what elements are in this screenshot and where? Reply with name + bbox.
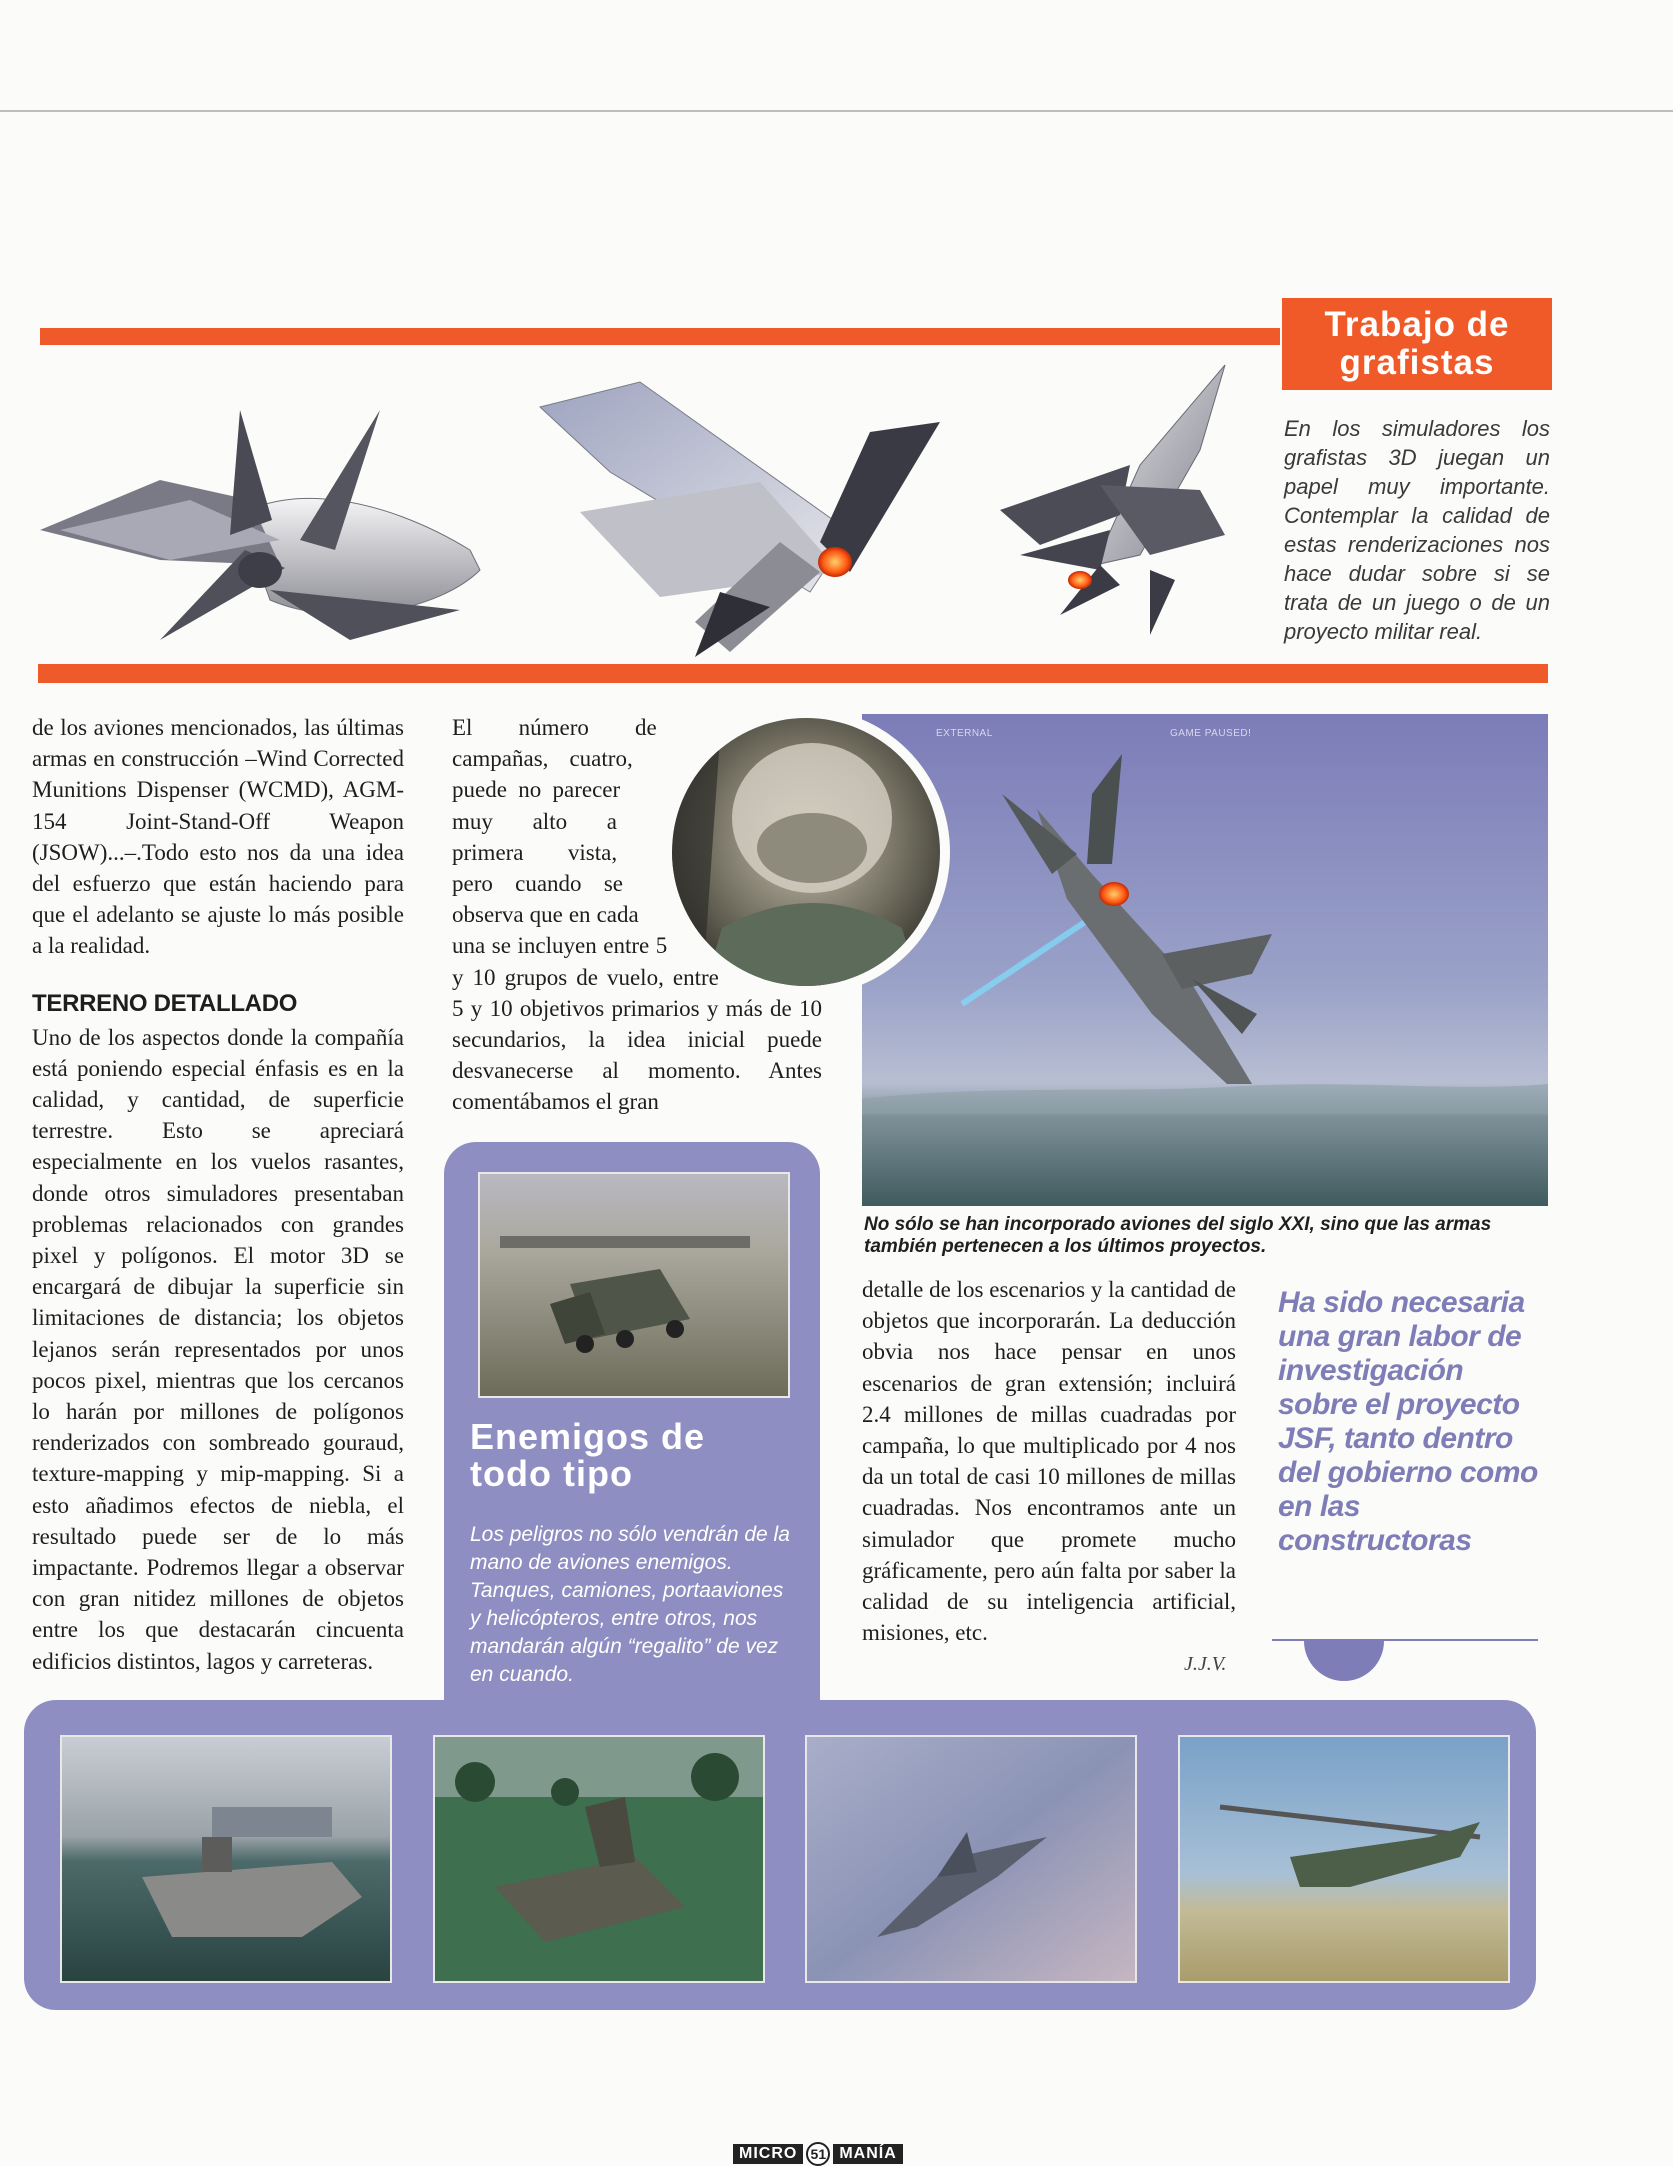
pull-quote-dot [1304,1641,1384,1681]
section-heading: TERRENO DETALLADO [32,989,298,1017]
pilot-closeup-image [662,708,950,996]
enemies-title [470,1418,810,1492]
jet-over-water-screenshot [805,1735,1137,1983]
carrier-screenshot [60,1735,392,1983]
main-screenshot-image [862,714,1548,1206]
top-rule [0,110,1673,112]
screenshot-caption: No sólo se han incorporado aviones del siglo XXI, sino que las armas también pertenecen a los últimos proyectos. [864,1214,1492,1257]
orange-band-top [40,328,1280,345]
col3-paragraph-1: detalle de los escenarios y la cantidad de objetos que incorporarán. La deducción obvia nos hace pensar en unos escenarios de gran extensión; incluirá 2.4 millones de millas cuadradas por campaña, lo que multiplicado por 4 nos da un total de casi 10 millones de millas cuadradas. Nos encontramos ante un simulador que promete mucho gráficamente, pero aún falta por saber la calidad de su inteligencia artificial, misiones, etc. [862,1277,1236,1646]
jet-render-3 [1000,355,1240,650]
jet-render-2 [520,362,950,657]
author-signature: J.J.V. [1184,1653,1227,1675]
jet-render-1 [40,400,490,655]
sidebar-description: En los simuladores los grafistas 3D juegan un papel muy importante. Contemplar la calidad de estas renderizaciones nos hace dudar sobre si se trata de un juego o de un proyecto militar real. [1284,416,1550,644]
sidebar-title-line2: grafistas [1339,343,1495,382]
pull-quote: Ha sido necesaria una gran labor de investigación sobre el proyecto JSF, tanto dentro del gobierno como en las constructoras [1278,1286,1538,1557]
col2-paragraph-1: El número de campañas, cuatro, puede no parecer muy alto a primera vista, pero cuando se observa que en cada una se incluyen entre 5 y 10 grupos de vuelo, entre 5 y 10 objetivos primarios y más de 10 secundarios, la idea inicial puede desvanecerse al momento. Antes comentábamos el gran [452,715,822,1115]
article-column-1 [32,712,404,1677]
page-number: 51 [806,2142,830,2166]
article-column-3 [862,1274,1236,1648]
enemies-description: Los peligros no sólo vendrán de la mano de aviones enemigos. Tanques, camiones, portaaviones y helicópteros, entre otros, nos mandarán algún “regalito” de vez en cuando. [470,1523,790,1686]
page-footer [733,2142,903,2166]
main-screenshot [862,714,1548,1206]
tank-screenshot [433,1735,765,1983]
hud-status-label: GAME PAUSED! [1170,728,1252,739]
footer-magazine-left: MICRO [733,2144,803,2164]
orange-band-bottom [38,664,1548,683]
sidebar-title-line1: Trabajo de [1324,305,1510,344]
sidebar-title [1282,298,1552,390]
helicopter-screenshot [1178,1735,1510,1983]
hud-view-label: EXTERNAL [936,728,993,739]
enemies-title-line1: Enemigos de [470,1416,706,1457]
col1-paragraph-1: de los aviones mencionados, las últimas armas en construcción –Wind Corrected Munitions Dispenser (WCMD), AGM-154 Joint-Stand-Off Weapon (JSOW)...–.Todo esto nos da una idea del esfuerzo que están haciendo para que el adelanto se ajuste lo más posible a la realidad. [32,715,404,959]
footer-magazine-right: MANÍA [833,2144,902,2164]
enemies-title-line2: todo tipo [470,1453,633,1494]
pilot-closeup [662,708,950,996]
truck-screenshot [478,1172,790,1398]
col1-paragraph-2: Uno de los aspectos donde la compañía está poniendo especial énfasis es en la calidad, y cantidad, de superficie terrestre. Esto se apreciará especialmente en los vuelos rasantes, donde otros simuladores presentaban problemas relacionados con grandes pixel y polígonos. El motor 3D se encargará de dibujar la superficie sin limitaciones de distancia; los objetos lejanos serán representados por unos pocos pixel, mientras que los cercanos lo harán por millones de polígonos renderizados con sombreado gouraud, texture-mapping y mip-mapping. Si a esto añadimos efectos de niebla, el resultado puede ser de lo más impactante. Podremos llegar a observar con gran nitidez millones de objetos entre los que destacarán cincuenta edificios distintos, lagos y carreteras. [32,1024,404,1674]
